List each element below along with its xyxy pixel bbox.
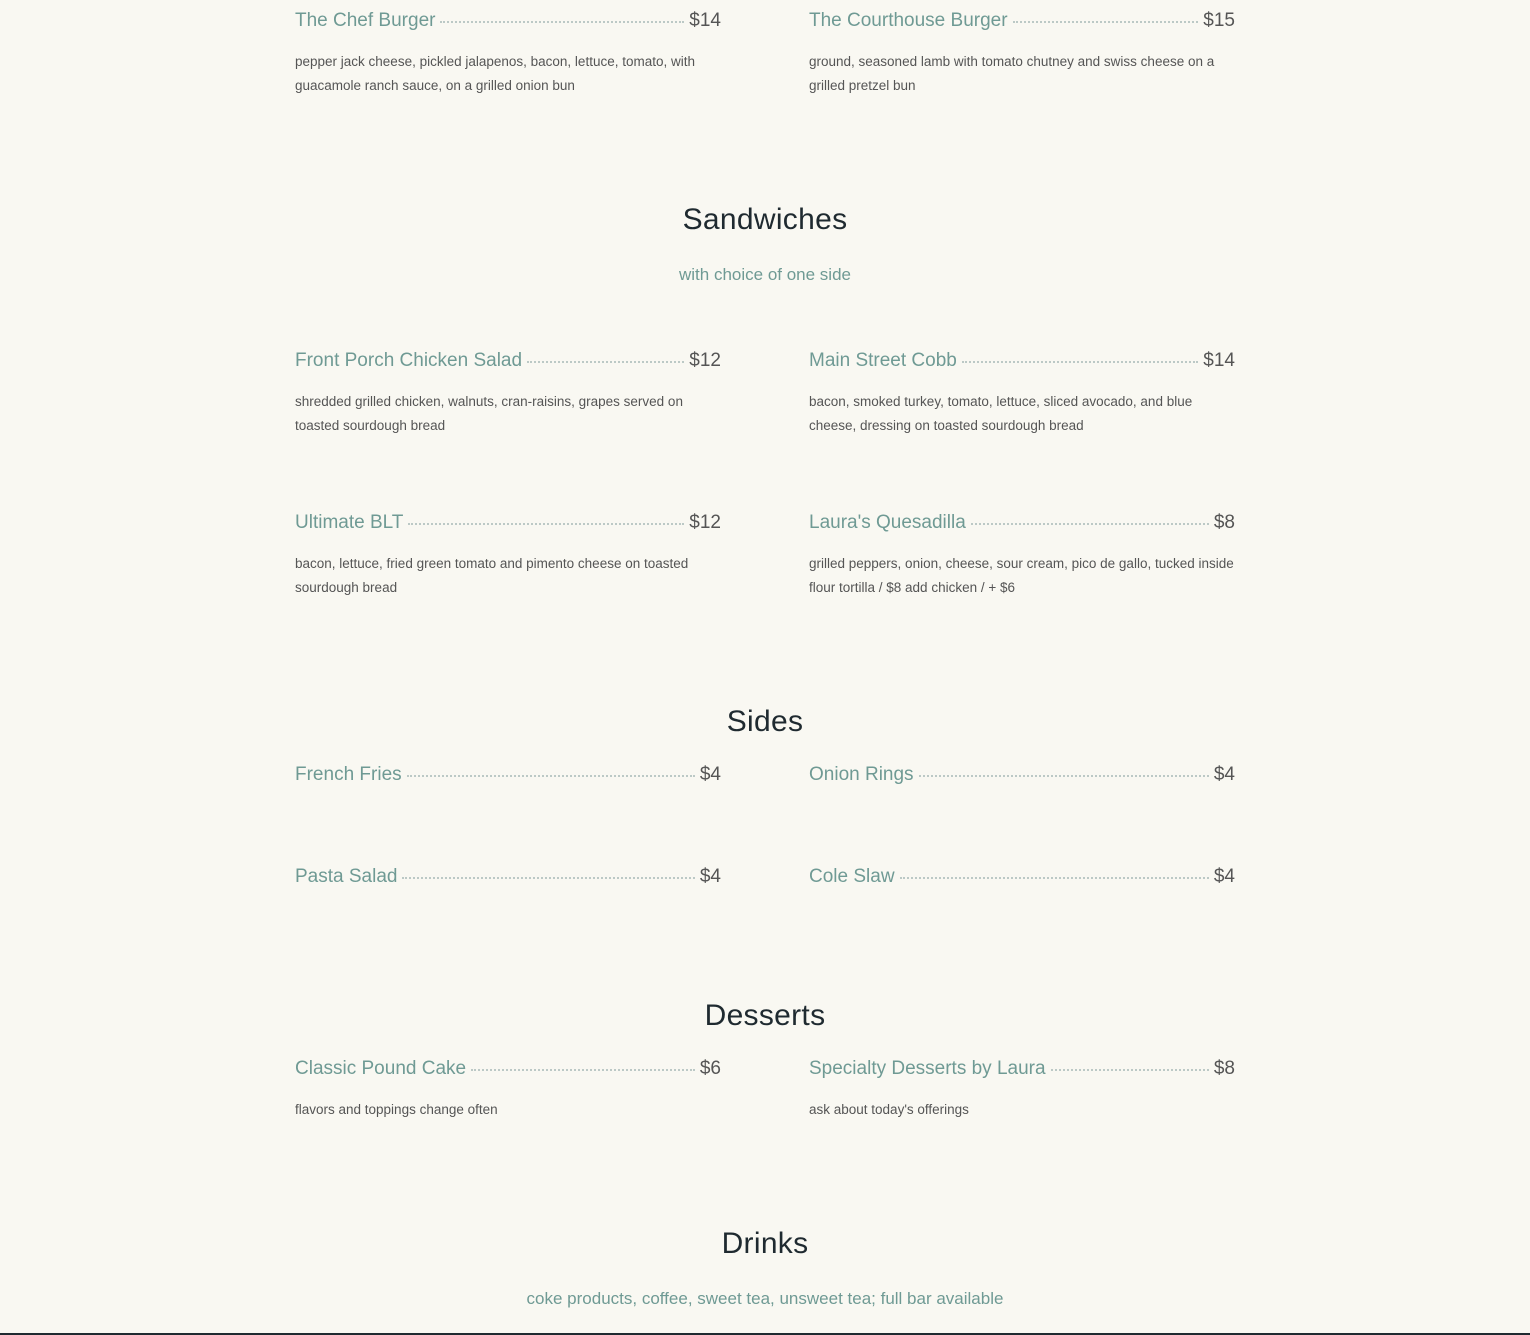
menu-item-price: $4 [699, 764, 721, 785]
dotted-leader [1013, 21, 1199, 23]
dotted-leader [440, 21, 684, 23]
dotted-leader [919, 775, 1209, 777]
menu-item-description: pepper jack cheese, pickled jalapenos, bacon, lettuce, tomato, with guacamole ranch sauce, on a grilled onion bun [295, 54, 695, 93]
menu-item-price: $8 [1213, 1058, 1235, 1079]
menu-item-name: French Fries [295, 764, 402, 785]
menu-item-header [295, 350, 721, 376]
menu-item-price: $8 [1213, 512, 1235, 533]
menu-item-name: Front Porch Chicken Salad [295, 350, 523, 371]
dotted-leader [527, 361, 684, 363]
section-subtitle-sandwiches: with choice of one side [679, 265, 851, 284]
menu-item-price: $4 [1213, 764, 1235, 785]
menu-item-price: $12 [689, 512, 721, 533]
dotted-leader [971, 523, 1209, 525]
menu-item-header [295, 10, 721, 36]
menu-item-header [809, 350, 1235, 376]
menu-item-header [295, 1058, 721, 1084]
menu-item-price: $14 [1203, 350, 1235, 371]
menu-item-price: $12 [689, 350, 721, 371]
menu-item-price: $4 [1213, 866, 1235, 887]
menu-item-description: ground, seasoned lamb with tomato chutney and swiss cheese on a grilled pretzel bun [809, 54, 1215, 93]
menu-item-french-fries [295, 764, 721, 790]
menu-item-name: Laura's Quesadilla [809, 512, 966, 533]
menu-item-pasta-salad [295, 866, 721, 892]
menu-item-description: ask about today's offerings [809, 1102, 969, 1117]
menu-item-price: $14 [689, 10, 721, 31]
dotted-leader [1051, 1069, 1209, 1071]
menu-item-chef-burger [295, 10, 721, 98]
menu-item-header [809, 10, 1235, 36]
menu-item-name: Ultimate BLT [295, 512, 404, 533]
dotted-leader [471, 1069, 695, 1071]
menu-item-specialty-desserts [809, 1058, 1235, 1122]
menu-item-header [809, 866, 1235, 892]
menu-item-price: $4 [699, 866, 721, 887]
menu-item-description: flavors and toppings change often [295, 1102, 498, 1117]
menu-item-description: bacon, lettuce, fried green tomato and pimento cheese on toasted sourdough bread [295, 556, 689, 595]
menu-item-header [295, 866, 721, 892]
menu-item-header [809, 1058, 1235, 1084]
menu-item-name: Pasta Salad [295, 866, 398, 887]
menu-item-header [295, 512, 721, 538]
menu-item-description: shredded grilled chicken, walnuts, cran-raisins, grapes served on toasted sourdough bread [295, 394, 683, 433]
menu-item-main-street-cobb [809, 350, 1235, 438]
section-title-desserts: Desserts [704, 999, 826, 1032]
menu-item-description: grilled peppers, onion, cheese, sour cream, pico de gallo, tucked inside flour tortilla / $8 add chicken / + $6 [809, 556, 1234, 595]
dotted-leader [900, 877, 1209, 879]
menu-item-price: $6 [699, 1058, 721, 1079]
menu-item-classic-pound-cake [295, 1058, 721, 1122]
menu-item-ultimate-blt [295, 512, 721, 600]
menu-item-price: $15 [1203, 10, 1235, 31]
dotted-leader [402, 877, 694, 879]
menu-item-name: Classic Pound Cake [295, 1058, 467, 1079]
menu-item-onion-rings [809, 764, 1235, 790]
menu-item-name: Onion Rings [809, 764, 914, 785]
menu-item-name: Main Street Cobb [809, 350, 957, 371]
menu-item-lauras-quesadilla [809, 512, 1235, 600]
section-subtitle-drinks: coke products, coffee, sweet tea, unsweet tea; full bar available [526, 1289, 1004, 1308]
section-title-sides: Sides [726, 705, 804, 738]
section-title-drinks: Drinks [721, 1227, 809, 1260]
dotted-leader [407, 775, 695, 777]
section-title-sandwiches: Sandwiches [682, 203, 848, 236]
menu-item-courthouse-burger [809, 10, 1235, 98]
menu-item-header [295, 764, 721, 790]
menu-item-description: bacon, smoked turkey, tomato, lettuce, sliced avocado, and blue cheese, dressing on toasted sourdough bread [809, 394, 1193, 433]
menu-item-header [809, 764, 1235, 790]
menu-item-header [809, 512, 1235, 538]
menu-item-cole-slaw [809, 866, 1235, 892]
menu-item-name: Specialty Desserts by Laura [809, 1058, 1046, 1079]
menu-item-name: The Chef Burger [295, 10, 436, 31]
dotted-leader [408, 523, 684, 525]
menu-item-name: Cole Slaw [809, 866, 895, 887]
menu-item-name: The Courthouse Burger [809, 10, 1008, 31]
dotted-leader [962, 361, 1198, 363]
menu-item-front-porch-chicken-salad [295, 350, 721, 438]
